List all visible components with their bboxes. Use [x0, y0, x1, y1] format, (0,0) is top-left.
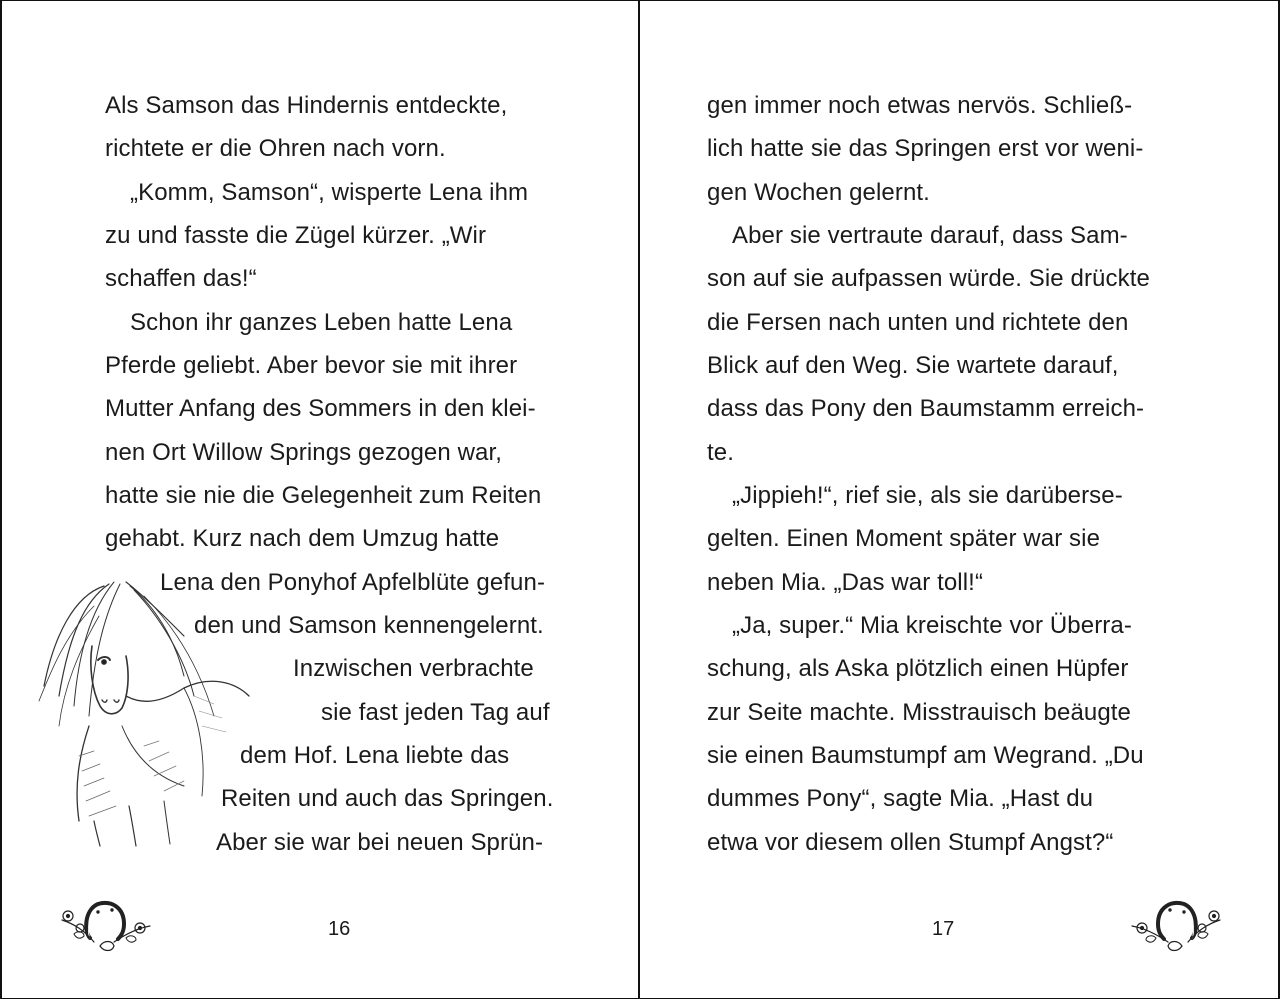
- text-line: zu und fasste die Zügel kürzer. „Wir: [105, 222, 487, 249]
- text-line: Pferde geliebt. Aber bevor sie mit ihrer: [105, 352, 518, 379]
- text-line: „Ja, super.“ Mia kreischte vor Überra-: [732, 612, 1132, 639]
- text-line: Aber sie war bei neuen Sprün-: [216, 829, 544, 856]
- text-line: schaffen das!“: [105, 265, 257, 292]
- text-line: Schon ihr ganzes Leben hatte Lena: [130, 309, 513, 336]
- right-page: [640, 0, 1280, 999]
- horseshoe-flower-ornament: [1124, 894, 1228, 958]
- text-line: hatte sie nie die Gelegenheit zum Reiten: [105, 482, 542, 509]
- text-line: Aber sie vertraute darauf, dass Sam-: [732, 222, 1128, 249]
- text-line: Inzwischen verbrachte: [293, 655, 534, 682]
- text-line: schung, als Aska plötzlich einen Hüpfer: [707, 655, 1129, 682]
- text-line: Lena den Ponyhof Apfelblüte gefun-: [160, 569, 546, 596]
- text-line: gen Wochen gelernt.: [707, 179, 930, 206]
- text-line: dummes Pony“, sagte Mia. „Hast du: [707, 785, 1094, 812]
- text-line: sie fast jeden Tag auf: [321, 699, 550, 726]
- text-line: etwa vor diesem ollen Stumpf Angst?“: [707, 829, 1114, 856]
- text-line: „Komm, Samson“, wisperte Lena ihm: [130, 179, 529, 206]
- text-line: Blick auf den Weg. Sie wartete darauf,: [707, 352, 1119, 379]
- text-line: richtete er die Ohren nach vorn.: [105, 135, 446, 162]
- text-line: Mutter Anfang des Sommers in den klei-: [105, 395, 536, 422]
- text-line: dem Hof. Lena liebte das: [240, 742, 510, 769]
- text-line: Als Samson das Hindernis entdeckte,: [105, 92, 508, 119]
- text-line: „Jippieh!“, rief sie, als sie darüberse-: [732, 482, 1123, 509]
- text-line: sie einen Baumstumpf am Wegrand. „Du: [707, 742, 1144, 769]
- text-line: dass das Pony den Baumstamm erreich-: [707, 395, 1145, 422]
- text-line: gehabt. Kurz nach dem Umzug hatte: [105, 525, 500, 552]
- text-line: neben Mia. „Das war toll!“: [707, 569, 984, 596]
- text-line: te.: [707, 439, 734, 466]
- text-line: zur Seite machte. Misstrauisch beäugte: [707, 699, 1131, 726]
- text-line: gelten. Einen Moment später war sie: [707, 525, 1101, 552]
- text-line: den und Samson kennengelernt.: [194, 612, 544, 639]
- page-number: 17: [932, 918, 955, 940]
- horseshoe-flower-ornament: [54, 894, 158, 958]
- pony-illustration: [34, 576, 274, 851]
- text-line: son auf sie aufpassen würde. Sie drückte: [707, 265, 1150, 292]
- text-line: lich hatte sie das Springen erst vor weni-: [707, 135, 1144, 162]
- page-number: 16: [328, 918, 351, 940]
- text-line: gen immer noch etwas nervös. Schließ-: [707, 92, 1133, 119]
- text-line: die Fersen nach unten und richtete den: [707, 309, 1129, 336]
- text-line: Reiten und auch das Springen.: [221, 785, 554, 812]
- text-line: nen Ort Willow Springs gezogen war,: [105, 439, 503, 466]
